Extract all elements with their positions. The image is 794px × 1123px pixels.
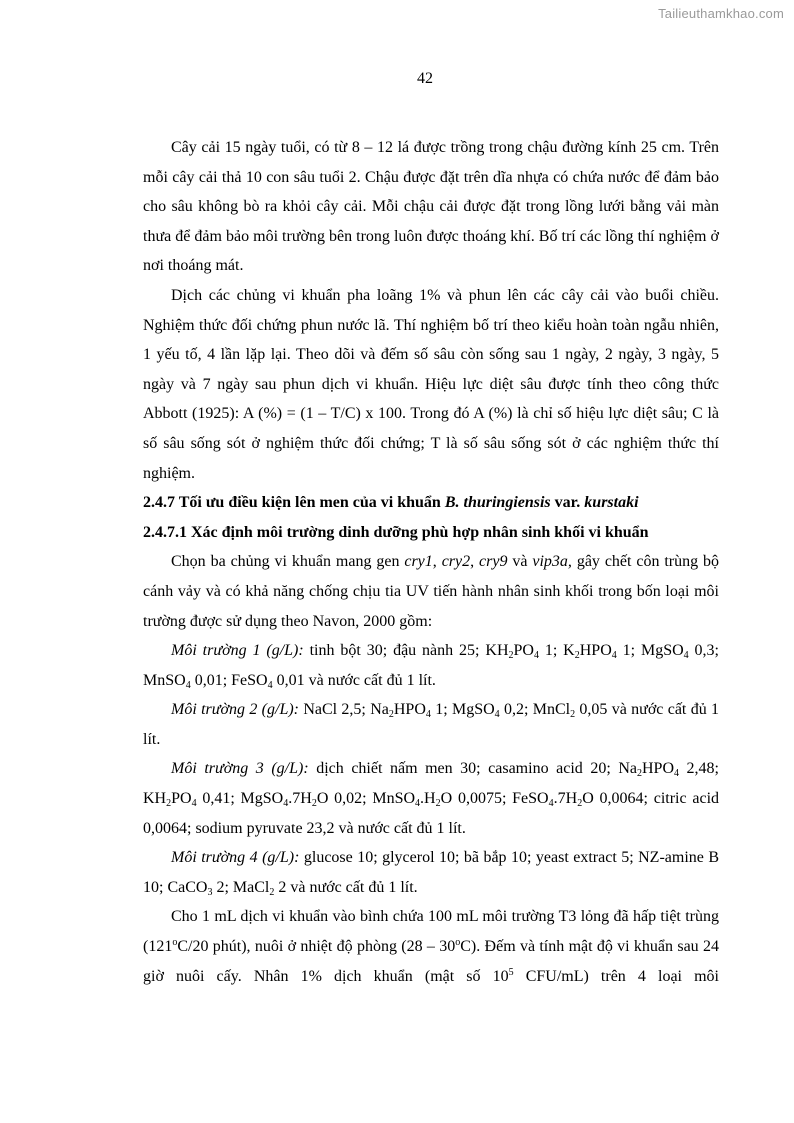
paragraph-medium-1: Môi trường 1 (g/L): tinh bột 30; đậu nành 25; $KH_2PO_4$ 1; $K_2HPO_4$ 1; MgSO$_4$ 0,3; MnSO$_4$ 0,01; FeSO$_4$ 0,01 và nước cất đủ 1 lít.: [143, 642, 719, 691]
paragraph-medium-4: Môi trường 4 (g/L): glucose 10; glycerol 10; bã bắp 10; yeast extract 5; NZ-amine B 10; CaCO$_3$ 2; MaCl$_2$ 2 và nước cất đủ 1 lít.: [143, 849, 719, 898]
paragraph-culture-procedure: Cho 1 mL dịch vi khuẩn vào bình chứa 100 mL môi trường T3 lỏng đã hấp tiệt trùng (121$^o$C/20 phút), nuôi ở nhiệt độ phòng (28 – 30$^o$C). Đếm và tính mật độ vi khuẩn sau 24 giờ nuôi cấy. Nhân 1% dịch khuẩn (mật số $10^5$ CFU/mL) trên 4 loại môi: [143, 908, 719, 985]
medium-label: Môi trường 4 (g/L):: [171, 849, 300, 867]
species-name: B. thuringiensis: [444, 494, 551, 512]
paragraph-strain-selection: Chọn ba chủng vi khuẩn mang gen cry1, cry2, cry9 và vip3a, gây chết côn trùng bộ cánh vảy và có khả năng chống chịu tia UV tiến hành nhân sinh khối trong bốn loại môi trường được sử dụng theo Navon, 2000 gồm:: [143, 553, 720, 630]
gene-name: cry9: [479, 553, 508, 571]
variety-name: kurstaki: [584, 494, 639, 512]
page-number: 42: [417, 70, 433, 87]
section-heading-2-4-7-1: 2.4.7.1 Xác định môi trường dinh dưỡng phù hợp nhân sinh khối vi khuẩn: [143, 523, 649, 541]
document-body: [143, 133, 719, 991]
paragraph-spray-method: Dịch các chủng vi khuẩn pha loãng 1% và phun lên các cây cải vào buổi chiều. Nghiệm thức đối chứng phun nước lã. Thí nghiệm bố trí theo kiểu hoàn toàn ngẫu nhiên, 1 yếu tố, 4 lần lặp lại. Theo dõi và đếm số sâu còn sống sau 1 ngày, 2 ngày, 3 ngày, 5 ngày và 7 ngày sau phun dịch vi khuẩn. Hiệu lực diệt sâu được tính theo công thức Abbott (1925): A (%) = (1 – T/C) x 100. Trong đó A (%) là chỉ số hiệu lực diệt sâu; C là số sâu sống sót ở nghiệm thức đối chứng; T là số sâu sống sót ở các nghiệm thức thí nghiệm.: [143, 286, 719, 482]
medium-label: Môi trường 3 (g/L):: [171, 760, 309, 778]
medium-label: Môi trường 1 (g/L):: [171, 642, 304, 660]
gene-name: vip3a,: [532, 553, 572, 571]
medium-label: Môi trường 2 (g/L):: [171, 701, 300, 719]
watermark: Tailieuthamkhao.com: [658, 6, 784, 21]
paragraph-medium-2: Môi trường 2 (g/L): NaCl 2,5; $Na_2HPO_4$ 1; MgSO$_4$ 0,2; MnCl$_2$ 0,05 và nước cất đủ 1 lít.: [143, 701, 720, 748]
heading-text: 2.4.7 Tối ưu điều kiện lên men của vi khuẩn: [143, 494, 445, 512]
gene-name: cry1: [404, 553, 433, 571]
paragraph-plant-setup: Cây cải 15 ngày tuổi, có từ 8 – 12 lá được trồng trong chậu đường kính 25 cm. Trên mỗi cây cải thả 10 con sâu tuổi 2. Chậu được đặt trên dĩa nhựa có chứa nước để đảm bảo cho sâu không bò ra khỏi cây cải. Mỗi chậu cải được đặt trong lồng lưới bằng vải màn thưa để đảm bảo môi trường bên trong luôn được thoáng khí. Bố trí các lồng thí nghiệm ở nơi thoáng mát.: [143, 139, 719, 275]
heading-text: var.: [550, 494, 585, 512]
gene-name: cry2: [441, 553, 471, 571]
paragraph-medium-3: Môi trường 3 (g/L): dịch chiết nấm men 30; casamino acid 20; $Na_2HPO_4$ 2,48; $KH_2PO_4$ 0,41; $MgSO_4.7H_2O$ 0,02; $MnSO_4.H_2O$ 0,0075; $FeSO_4.7H_2O$ 0,0064; citric acid 0,0064; sodium pyruvate 23,2 và nước cất đủ 1 lít.: [143, 760, 720, 837]
section-heading-2-4-7: [143, 488, 719, 518]
